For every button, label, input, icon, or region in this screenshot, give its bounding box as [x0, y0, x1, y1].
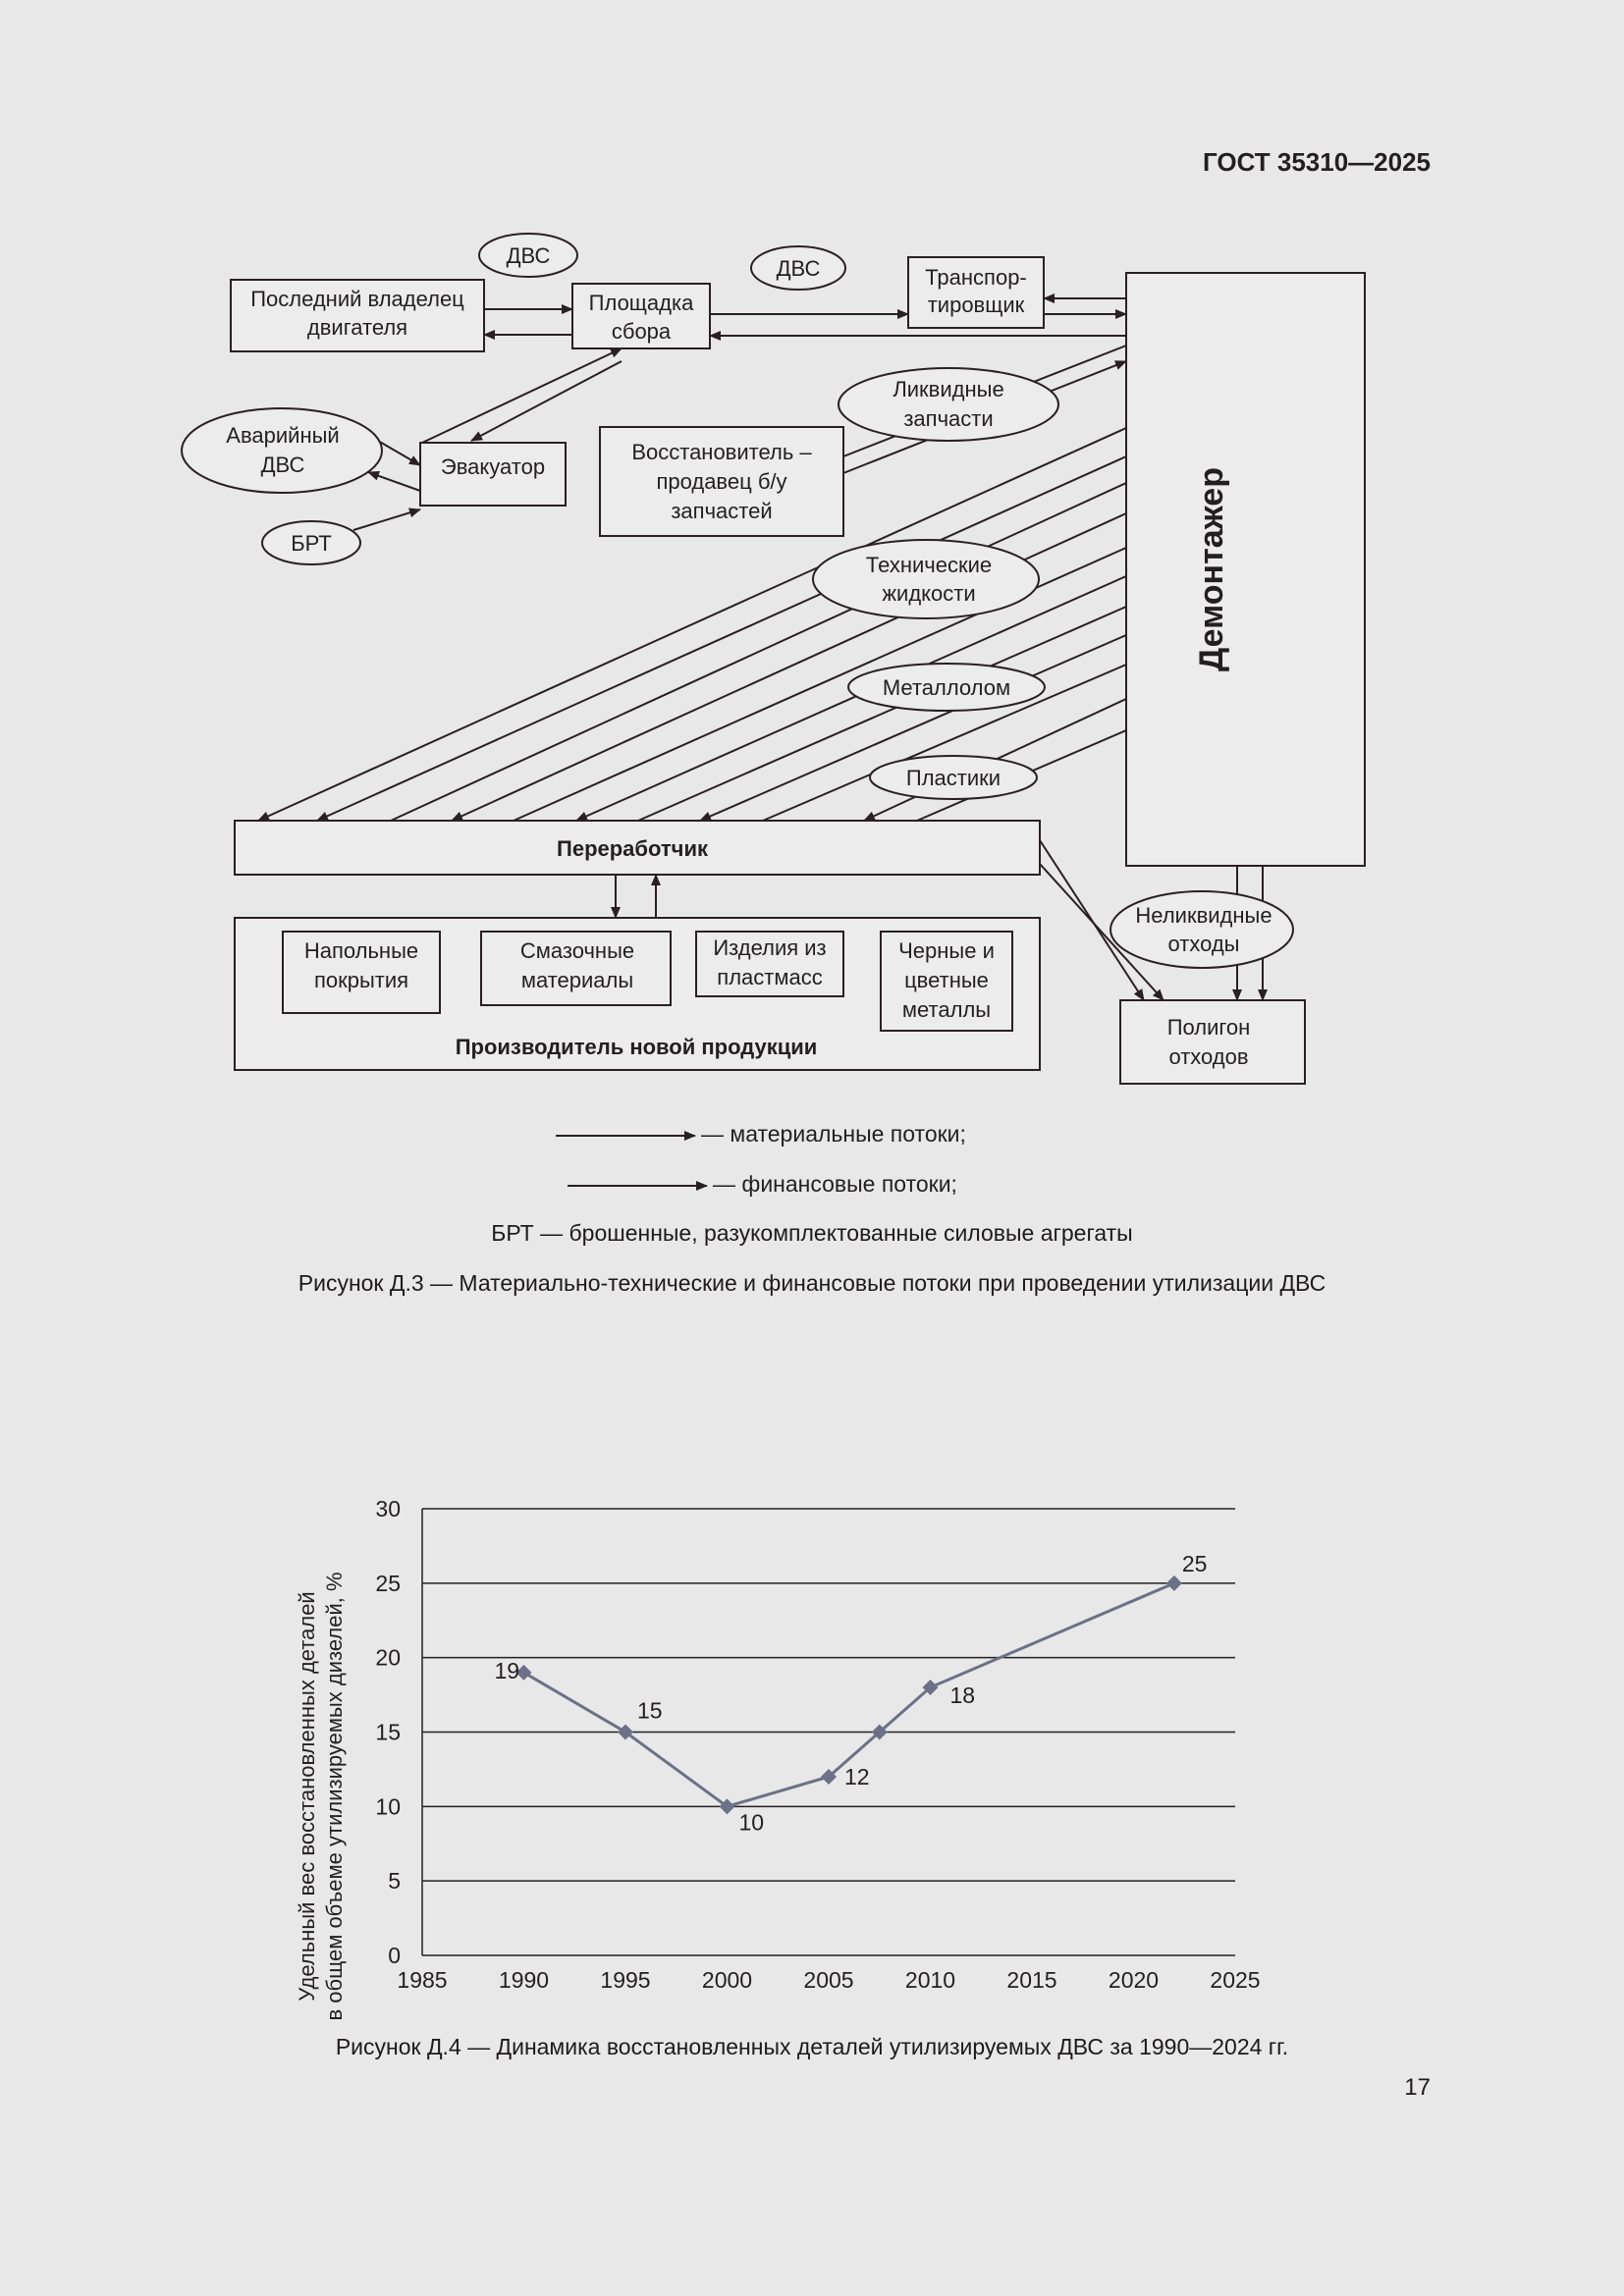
- line-chart: [0, 1433, 1624, 2022]
- restorer-line-1: Восстановитель –: [631, 440, 812, 464]
- plastic-products-line-1: Изделия из: [713, 935, 827, 960]
- data-label: 10: [738, 1809, 765, 1836]
- recycler-label: Переработчик: [557, 836, 708, 861]
- engine-flow-label-1: ДВС: [506, 243, 551, 268]
- x-tick-label: 2015: [1006, 1967, 1057, 1993]
- x-tick-label: 1990: [498, 1967, 550, 1993]
- landfill-box: [1120, 1000, 1305, 1084]
- landfill-line-1: Полигон: [1166, 1015, 1251, 1040]
- data-label: 19: [494, 1657, 520, 1683]
- collection-site-line-1: Площадка: [588, 291, 694, 315]
- figure-d3-caption: Рисунок Д.3 — Материально-технические и финансовые потоки при проведении утилизации ДВС: [298, 1270, 1326, 1296]
- x-tick-label: 2020: [1108, 1967, 1160, 1993]
- y-axis-label-line-2: в общем объеме утилизируемых дизелей, %: [322, 1572, 347, 2021]
- brt-label: БРТ: [291, 531, 332, 556]
- y-tick-label: 5: [388, 1868, 401, 1895]
- collection-site-line-2: сбора: [611, 319, 672, 344]
- y-tick-label: 15: [375, 1719, 401, 1745]
- x-tick-label: 1985: [397, 1967, 448, 1993]
- emergency-engine-line-2: ДВС: [260, 453, 305, 477]
- evacuator-label: Эвакуатор: [440, 454, 546, 479]
- engine-flow-label-2: ДВС: [776, 256, 821, 281]
- illiquid-waste-line-1: Неликвидные: [1135, 903, 1272, 928]
- dismantler-label: Демонтажер: [1193, 466, 1230, 672]
- material-flows-legend: — материальные потоки;: [701, 1121, 966, 1147]
- y-tick-label: 20: [375, 1644, 401, 1671]
- data-label: 25: [1181, 1550, 1208, 1576]
- technical-fluids-line-2: жидкости: [882, 581, 976, 606]
- page-number: 17: [1404, 2074, 1431, 2101]
- x-tick-label: 1995: [600, 1967, 651, 1993]
- metals-line-3: металлы: [901, 997, 992, 1022]
- data-point: [1166, 1575, 1182, 1591]
- x-tick-label: 2010: [904, 1967, 956, 1993]
- y-tick-label: 0: [388, 1943, 401, 1968]
- y-tick-label: 25: [375, 1570, 401, 1596]
- x-tick-label: 2000: [701, 1967, 753, 1993]
- last-owner-line-1: Последний владелец: [250, 287, 464, 311]
- technical-fluids-ellipse: [813, 540, 1039, 618]
- landfill-line-2: отходов: [1168, 1044, 1249, 1069]
- restorer-line-3: запчастей: [671, 499, 773, 523]
- financial-flows-legend: — финансовые потоки;: [713, 1171, 957, 1197]
- transporter-line-1: Транспор-: [925, 265, 1027, 290]
- data-label: 18: [949, 1682, 976, 1708]
- illiquid-waste-line-2: отходы: [1167, 932, 1240, 956]
- y-axis-label-line-1: Удельный вес восстановленных деталей: [295, 1591, 319, 2002]
- figure-d4-caption: Рисунок Д.4 — Динамика восстановленных деталей утилизируемых ДВС за 1990—2024 гг.: [335, 2034, 1289, 2059]
- lubricants-line-1: Смазочные: [519, 938, 635, 963]
- plastics-label: Пластики: [905, 766, 1001, 790]
- scrap-metal-label: Металлолом: [882, 675, 1011, 700]
- y-tick-label: 10: [375, 1793, 401, 1820]
- dismantler-box: [1126, 273, 1365, 866]
- technical-fluids-line-1: Технические: [865, 553, 993, 577]
- floor-coverings-line-2: покрытия: [313, 968, 409, 992]
- metals-line-1: Черные и: [898, 938, 995, 963]
- emergency-engine-ellipse: [182, 408, 382, 493]
- x-tick-label: 2025: [1210, 1967, 1261, 1993]
- manufacturer-label: Производитель новой продукции: [455, 1035, 818, 1059]
- emergency-engine-line-1: Аварийный: [226, 423, 340, 448]
- liquid-parts-line-1: Ликвидные: [893, 377, 1004, 401]
- floor-coverings-line-1: Напольные: [303, 938, 419, 963]
- metals-line-2: цветные: [904, 968, 989, 992]
- data-label: 15: [637, 1697, 663, 1724]
- data-label: 12: [844, 1764, 870, 1789]
- document-header: ГОСТ 35310—2025: [1203, 147, 1431, 177]
- x-tick-label: 2005: [803, 1967, 854, 1993]
- restorer-line-2: продавец б/у: [656, 469, 787, 494]
- brt-note: БРТ — брошенные, разукомплектованные силовые агрегаты: [491, 1220, 1133, 1246]
- last-owner-line-2: двигателя: [306, 315, 408, 340]
- lubricants-line-2: материалы: [520, 968, 634, 992]
- liquid-parts-line-2: запчасти: [903, 406, 994, 431]
- transporter-line-2: тировщик: [927, 293, 1025, 317]
- plastic-products-line-2: пластмасс: [717, 965, 823, 989]
- y-tick-label: 30: [375, 1496, 401, 1522]
